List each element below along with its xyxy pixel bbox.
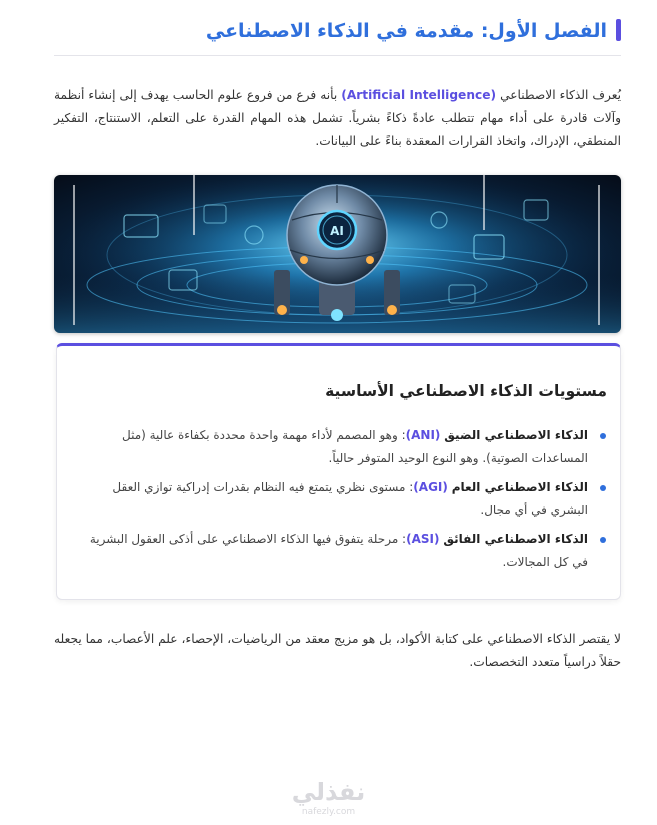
ai-level-desc: : مرحلة يتفوق فيها الذكاء الاصطناعي على أذكى العقول البشرية في كل المجالات. xyxy=(89,532,588,569)
bullet-icon xyxy=(600,537,606,543)
ai-level-desc: : مستوى نظري يتمتع فيه النظام بقدرات إدراكية توازي العقل البشري في أي مجال. xyxy=(112,480,588,517)
ai-level-term: الذكاء الاصطناعي الضيق xyxy=(444,428,588,442)
ai-levels-card xyxy=(56,343,621,600)
intro-text-before: يُعرف الذكاء الاصطناعي xyxy=(496,88,621,102)
outro-paragraph: لا يقتصر الذكاء الاصطناعي على كتابة الأكواد، بل هو مزيج معقد من الرياضيات، الإحصاء، علم الأعصاب، مما يجعله حقلاً دراسياً متعدد التخصصات. xyxy=(54,632,621,669)
ai-level-abbr: (ASI) xyxy=(406,532,440,546)
ai-levels-list xyxy=(85,424,607,580)
ai-level-abbr: (AGI) xyxy=(413,480,448,494)
ai-level-abbr: (ANI) xyxy=(405,428,441,442)
watermark-latin: nafezly.com xyxy=(301,807,356,817)
intro-paragraph xyxy=(54,84,621,153)
watermark-arabic: نفذلي xyxy=(291,778,366,806)
ai-level-desc: : وهو المصمم لأداء مهمة واحدة محددة بكفاءة عالية (مثل المساعدات الصوتية). وهو النوع الوحيد المتوفر حالياً. xyxy=(121,428,588,465)
header-accent-bar xyxy=(616,19,621,41)
ai-levels-title: مستويات الذكاء الاصطناعي الأساسية xyxy=(325,382,607,400)
ai-level-item-agi xyxy=(85,476,607,522)
ai-level-term: الذكاء الاصطناعي العام xyxy=(451,480,588,494)
ai-level-item-ani xyxy=(85,424,607,470)
bullet-icon xyxy=(600,433,606,439)
ai-robot-illustration xyxy=(54,175,621,333)
nafezly-watermark xyxy=(0,778,657,818)
ai-robot-image xyxy=(54,175,621,333)
intro-text-after: بأنه فرع من فروع علوم الحاسب يهدف إلى إنشاء أنظمة وآلات قادرة على أداء مهام تتطلب عادةً ذكاءً بشرياً. تشمل هذه المهام القدرة على التعلم، الاستنتاج، التفكير المنطقي، الإدراك، واتخاذ القرارات المعقدة بناءً على البيانات. xyxy=(54,88,621,148)
chapter-header xyxy=(54,17,621,56)
bullet-icon xyxy=(600,485,606,491)
ai-level-item-asi xyxy=(85,528,607,574)
intro-english-term: (Artificial Intelligence) xyxy=(341,88,497,102)
chapter-title: الفصل الأول: مقدمة في الذكاء الاصطناعي xyxy=(205,20,607,42)
robot-ai-chip-label: AI xyxy=(330,224,344,238)
ai-level-term: الذكاء الاصطناعي الفائق xyxy=(443,532,588,546)
